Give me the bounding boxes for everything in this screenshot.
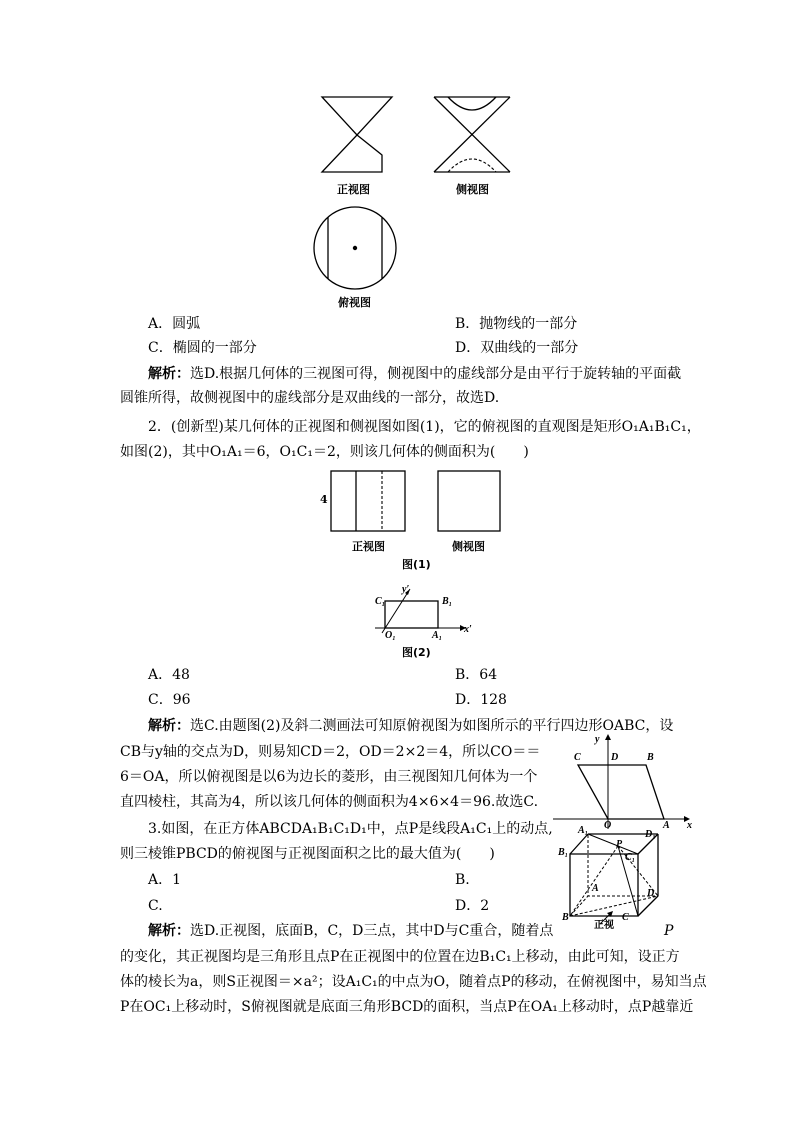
q2-fig2-caption: 图(2)	[402, 646, 431, 659]
q2-label-b1: B₁	[442, 596, 453, 607]
cube-label-d1: D₁	[645, 829, 656, 840]
q2-solution-line4: 直四棱柱，其高为4，所以该几何体的侧面积为4×6×4＝96.故选C.	[120, 794, 539, 810]
q2-option-a: A．48	[148, 667, 190, 683]
q2-label-c1: C₁	[375, 596, 386, 607]
q1-solution-text1: 选D.根据几何体的三视图可得，侧视图中的虚线部分是由平行于旋转轴的平面截	[190, 366, 682, 382]
para-label-c: C	[574, 752, 581, 763]
q2-solution-label: 解析：	[148, 718, 190, 734]
cube-label-c1: C₁	[625, 852, 636, 863]
para-label-y: y	[595, 734, 600, 745]
top-view-caption: 俯视图	[338, 296, 371, 309]
q2-side-view-figure	[437, 470, 501, 532]
q2-label-y: y′	[402, 584, 410, 595]
cube-view-label: 正视	[594, 920, 614, 931]
side-view-caption: 侧视图	[456, 183, 489, 196]
cube-label-b1: B₁	[558, 847, 569, 858]
para-label-b: B	[647, 752, 654, 763]
q2-solution-line2: CB与y轴的交点为D，则易知CD＝2，OD＝2×2＝4，所以CO＝＝	[120, 744, 541, 760]
q1-option-d: D．双曲线的一部分	[455, 340, 579, 356]
para-label-o: O	[604, 820, 612, 831]
cube-label-c: C	[622, 912, 629, 923]
q3-solution-line4: P在OC₁上移动时，S俯视图就是底面三角形BCD的面积，当点P在OA₁上移动时，点P越靠近	[120, 999, 694, 1015]
q3-solution-line2: 的变化，其正视图均是三角形且点P在正视图中的位置在边B₁C₁上移动，由此可知，设正方	[120, 949, 680, 965]
q2-side-caption: 侧视图	[452, 540, 485, 553]
q2-label-x: x′	[464, 624, 472, 635]
para-label-x: x	[687, 820, 692, 831]
top-view-figure	[312, 205, 398, 291]
cube-label-a1: A₁	[578, 825, 589, 836]
q3-solution-line3: 体的棱长为a，则S正视图＝×a²；设A₁C₁的中点为O，随着点P的移动，在俯视图中，易知当点	[120, 974, 707, 990]
q2-label-o1: O₁	[385, 630, 396, 641]
q2-option-b: B．64	[455, 667, 498, 683]
q2-parallelogram-figure	[548, 732, 700, 832]
q2-fig1-caption: 图(1)	[402, 558, 431, 571]
q3-stem-line2: 则三棱锥PBCD的俯视图与正视图面积之比的最大值为( )	[120, 846, 495, 862]
q2-option-c: C．96	[148, 692, 191, 708]
q2-front-view-figure	[330, 470, 406, 532]
q1-solution-line1	[148, 365, 681, 383]
q1-option-a: A．圆弧	[148, 316, 201, 332]
q3-stem-line1: 3.如图，在正方体ABCDA₁B₁C₁D₁中，点P是线段A₁C₁上的动点,	[148, 821, 553, 837]
q2-solution-line3: 6＝OA，所以俯视图是以6为边长的菱形，由三视图知几何体为一个	[120, 769, 538, 785]
q3-solution-p: P	[664, 923, 674, 939]
q2-option-d: D．128	[455, 692, 507, 708]
q1-option-c: C．椭圆的一部分	[148, 340, 257, 356]
q1-solution-line2: 圆锥所得，故侧视图中的虚线部分是双曲线的一部分，故选D.	[120, 390, 500, 406]
q1-option-b: B．抛物线的一部分	[455, 316, 578, 332]
q3-solution-text1: 选D.正视图，底面B，C，D三点，其中D与C重合，随着点	[190, 923, 554, 939]
q3-solution-label: 解析：	[148, 923, 190, 939]
q2-solution-text1: 选C.由题图(2)及斜二测画法可知原俯视图为如图所示的平行四边形OABC，设	[190, 718, 674, 734]
front-view-figure	[320, 95, 395, 175]
q2-stem-line2: 如图(2)，其中O₁A₁＝6，O₁C₁＝2，则该几何体的侧面积为( )	[120, 444, 529, 460]
q2-stem-line1: 2．(创新型)某几何体的正视图和侧视图如图(1)，它的俯视图的直观图是矩形O₁A₁B₁C₁，	[148, 419, 701, 435]
cube-label-p: P	[616, 839, 623, 850]
q3-option-c: C.	[148, 898, 163, 914]
side-view-figure	[432, 95, 512, 175]
q3-solution-line1	[148, 922, 553, 940]
cube-label-a: A	[592, 883, 599, 894]
para-label-a: A	[663, 820, 670, 831]
q2-label-a1: A₁	[432, 630, 443, 641]
q1-solution-label: 解析：	[148, 366, 190, 382]
q2-height-label: 4	[320, 493, 328, 506]
cube-label-b: B	[562, 912, 569, 923]
front-view-caption: 正视图	[337, 183, 370, 196]
cube-label-d: D	[647, 888, 655, 899]
q3-option-a: A．1	[148, 872, 182, 888]
para-label-d: D	[611, 752, 619, 763]
q2-front-caption: 正视图	[352, 540, 385, 553]
q3-option-b: B.	[455, 872, 470, 888]
q3-option-d: D．2	[455, 898, 490, 914]
